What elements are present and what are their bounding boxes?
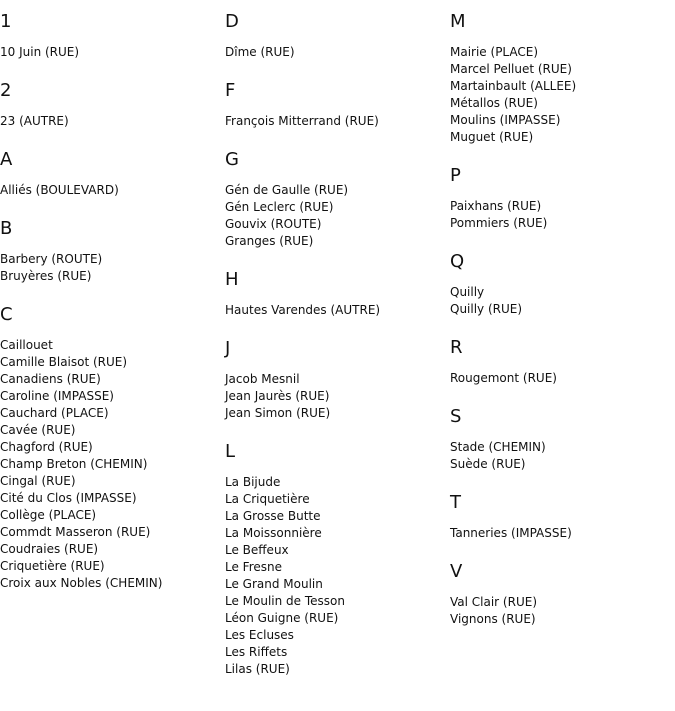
street-list (0, 44, 225, 61)
street-name: Criquetière (RUE) (0, 559, 105, 573)
street-name: Les Riffets (225, 645, 288, 659)
street-name: Camille Blaisot (RUE) (0, 355, 128, 369)
street-name: Pommiers (RUE) (450, 216, 548, 230)
street-name: Le Fresne (225, 560, 282, 574)
street-name: Lilas (RUE) (225, 662, 290, 676)
street-name: Quilly (450, 285, 485, 299)
street-name: Suède (RUE) (450, 457, 526, 471)
letter-heading: J (225, 338, 231, 359)
street-list (0, 337, 225, 592)
letter-group (0, 150, 225, 199)
street-name: Caroline (IMPASSE) (0, 389, 114, 403)
street-name: Gouvix (ROUTE) (225, 217, 322, 231)
letter-heading: B (0, 218, 13, 239)
street-name: Val Clair (RUE) (450, 595, 537, 609)
street-name: Stade (CHEMIN) (450, 440, 546, 454)
street-list (450, 439, 675, 473)
street-list (225, 302, 450, 319)
street-index-column-1 (0, 0, 225, 592)
letter-heading: A (0, 149, 13, 170)
street-name: Marcel Pelluet (RUE) (450, 62, 572, 76)
street-name: 10 Juin (RUE) (0, 45, 80, 59)
street-name: Alliés (BOULEVARD) (0, 183, 119, 197)
letter-heading: M (450, 11, 466, 32)
street-name: Jean Simon (RUE) (225, 406, 331, 420)
letter-group (450, 252, 675, 318)
street-name: Champ Breton (CHEMIN) (0, 457, 148, 471)
street-name: Cité du Clos (IMPASSE) (0, 491, 137, 505)
letter-group (0, 219, 225, 285)
letter-group (450, 407, 675, 473)
street-name: La Bijude (225, 475, 281, 489)
letter-heading: F (225, 80, 236, 101)
street-name: Commdt Masseron (RUE) (0, 525, 151, 539)
letter-heading: S (450, 406, 462, 427)
street-list (0, 182, 225, 199)
street-index-column-3 (450, 0, 675, 628)
street-name: Coudraies (RUE) (0, 542, 99, 556)
letter-heading: D (225, 11, 239, 32)
street-name: La Moissonnière (225, 526, 322, 540)
street-name: Mairie (PLACE) (450, 45, 539, 59)
street-name: Caillouet (0, 338, 53, 352)
street-name: La Grosse Butte (225, 509, 321, 523)
street-name: Jacob Mesnil (225, 372, 300, 386)
street-list (450, 594, 675, 628)
letter-group (450, 12, 675, 146)
street-name: Le Moulin de Tesson (225, 594, 345, 608)
letter-group (225, 81, 450, 130)
street-name: Métallos (RUE) (450, 96, 538, 110)
street-name: Dîme (RUE) (225, 45, 295, 59)
street-name: Paixhans (RUE) (450, 199, 542, 213)
street-list (450, 284, 675, 318)
street-list (450, 44, 675, 146)
street-name: Moulins (IMPASSE) (450, 113, 561, 127)
street-name: Canadiens (RUE) (0, 372, 101, 386)
letter-group (0, 305, 225, 592)
street-list (450, 525, 675, 542)
letter-heading: P (450, 165, 461, 186)
letter-heading: 1 (0, 11, 12, 32)
letter-heading: Q (450, 251, 465, 272)
street-name: Vignons (RUE) (450, 612, 536, 626)
letter-heading: T (450, 492, 461, 513)
street-name: Granges (RUE) (225, 234, 314, 248)
street-list (450, 370, 675, 387)
letter-heading: V (450, 561, 463, 582)
street-name: Jean Jaurès (RUE) (225, 389, 330, 403)
street-name: Gén de Gaulle (RUE) (225, 183, 349, 197)
letter-group (225, 270, 450, 319)
street-index-column-2 (225, 0, 450, 678)
letter-group (450, 562, 675, 628)
street-name: Cavée (RUE) (0, 423, 76, 437)
letter-heading: 2 (0, 80, 12, 101)
street-name: La Criquetière (225, 492, 310, 506)
street-name: Barbery (ROUTE) (0, 252, 103, 266)
street-name: Quilly (RUE) (450, 302, 523, 316)
street-list (225, 474, 450, 678)
letter-heading: G (225, 149, 239, 170)
street-name: Le Beffeux (225, 543, 289, 557)
letter-group (0, 12, 225, 61)
street-name: Les Ecluses (225, 628, 294, 642)
street-list (225, 113, 450, 130)
street-name: Croix aux Nobles (CHEMIN) (0, 576, 163, 590)
letter-group (225, 339, 450, 422)
letter-group (450, 166, 675, 232)
letter-heading: R (450, 337, 463, 358)
street-list (225, 182, 450, 250)
letter-group (225, 12, 450, 61)
street-name: Chagford (RUE) (0, 440, 93, 454)
letter-heading: H (225, 269, 239, 290)
letter-heading: C (0, 304, 13, 325)
street-name: François Mitterrand (RUE) (225, 114, 379, 128)
street-name: Hautes Varendes (AUTRE) (225, 303, 381, 317)
street-name: Collège (PLACE) (0, 508, 97, 522)
street-name: Bruyères (RUE) (0, 269, 92, 283)
street-name: 23 (AUTRE) (0, 114, 69, 128)
street-list (225, 44, 450, 61)
letter-heading: L (225, 441, 236, 462)
letter-group (225, 442, 450, 678)
street-name: Tanneries (IMPASSE) (450, 526, 572, 540)
street-list (225, 371, 450, 422)
street-name: Cingal (RUE) (0, 474, 76, 488)
street-name: Muguet (RUE) (450, 130, 534, 144)
letter-group (225, 150, 450, 250)
letter-group (0, 81, 225, 130)
street-list (450, 198, 675, 232)
letter-group (450, 338, 675, 387)
street-name: Gén Leclerc (RUE) (225, 200, 334, 214)
letter-group (450, 493, 675, 542)
street-list (0, 113, 225, 130)
street-name: Léon Guigne (RUE) (225, 611, 339, 625)
street-name: Le Grand Moulin (225, 577, 323, 591)
street-name: Cauchard (PLACE) (0, 406, 109, 420)
street-list (0, 251, 225, 285)
street-name: Martainbault (ALLEE) (450, 79, 577, 93)
street-name: Rougemont (RUE) (450, 371, 557, 385)
